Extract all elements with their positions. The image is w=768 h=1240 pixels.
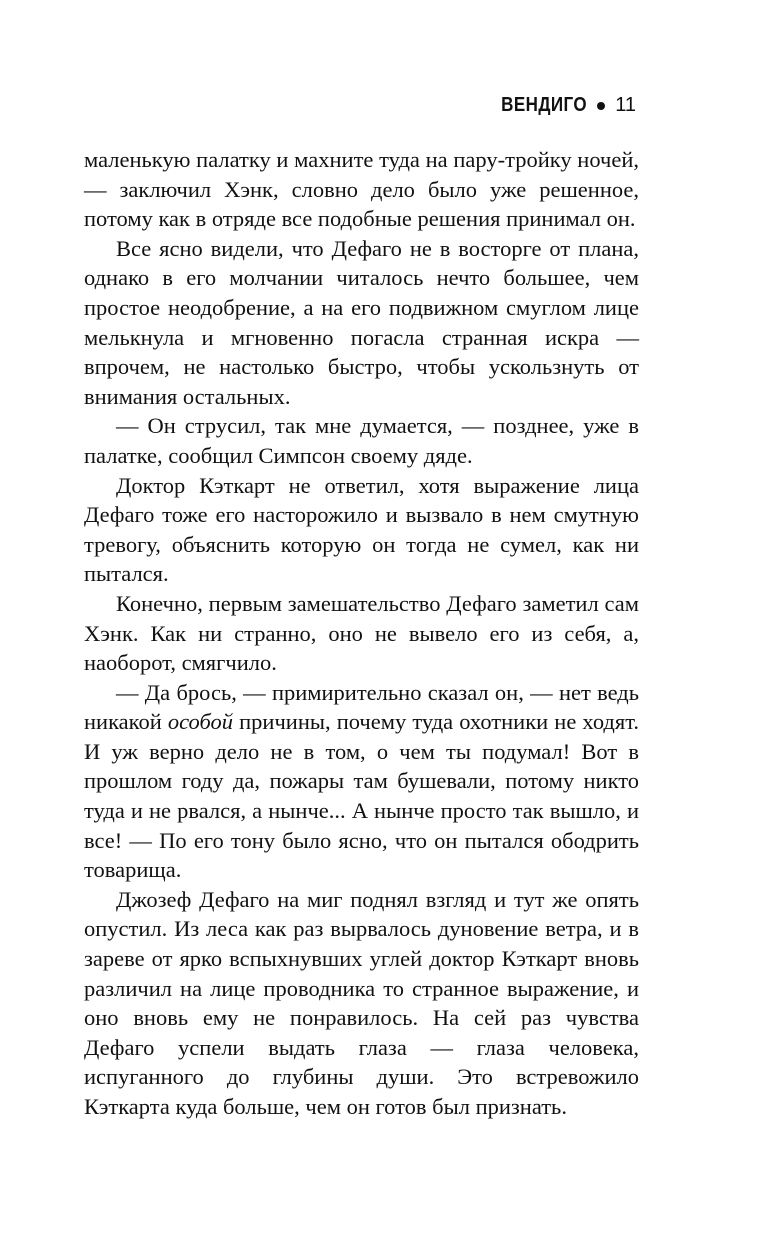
page-number: 11 xyxy=(615,94,636,116)
paragraph-2: Все ясно видели, что Дефаго не в восторге от плана, однако в его молчании читалось нечто большее, чем простое неодобрение, а на его подвижном смуглом лице мелькнула и мгновенно погасла странная искра — впрочем, не настолько быстро, чтобы ускользнуть от внимания остальных. xyxy=(84,235,639,409)
bullet-separator xyxy=(597,102,605,110)
paragraph-7: Джозеф Дефаго на миг поднял взгляд и тут же опять опустил. Из леса как раз вырвалось дуновение ветра, и в зареве от ярко вспыхнувших углей доктор Кэткарт вновь различил на лице проводника то странное выражение, и оно вновь ему не понравилось. На сей раз чувства Дефаго успели выдать глаза — глаза человека, испуганного до глубины души. Это встревожило Кэткарта куда больше, чем он готов был признать. xyxy=(84,886,639,1119)
book-title: ВЕНДИГО xyxy=(501,94,588,116)
paragraph-4: Доктор Кэткарт не ответил, хотя выражение лица Дефаго тоже его насторожило и вызвало в нем смутную тревогу, объяснить которую он тогда не сумел, как ни пытался. xyxy=(84,472,639,587)
paragraph-1: маленькую палатку и махните туда на пару-тройку ночей, — заключил Хэнк, словно дело было уже решенное, потому как в отряде все подобные решения принимал он. xyxy=(84,147,639,232)
emphasis-text: особой xyxy=(167,709,234,735)
paragraph-6-before: — Да брось, — примирительно сказал он, — нет ведь никакой xyxy=(84,679,639,735)
paragraph-6-after: причины, почему туда охотники не ходят. И уж верно дело не в том, о чем ты подумал! Вот в прошлом году да, пожары там бушевали, потому никто туда и не рвался, а нынче... А нынче просто так вышло, и все! — По его тону было ясно, что он пытался ободрить товарища. xyxy=(84,709,639,883)
body-text xyxy=(84,145,639,1122)
paragraph-3: — Он струсил, так мне думается, — позднее, уже в палатке, сообщил Симпсон своему дяде. xyxy=(84,413,639,468)
paragraph-5: Конечно, первым замешательство Дефаго заметил сам Хэнк. Как ни странно, оно не вывело его из себя, а, наоборот, смягчило. xyxy=(84,590,639,676)
paragraph-6 xyxy=(84,678,639,885)
running-header xyxy=(486,94,636,117)
